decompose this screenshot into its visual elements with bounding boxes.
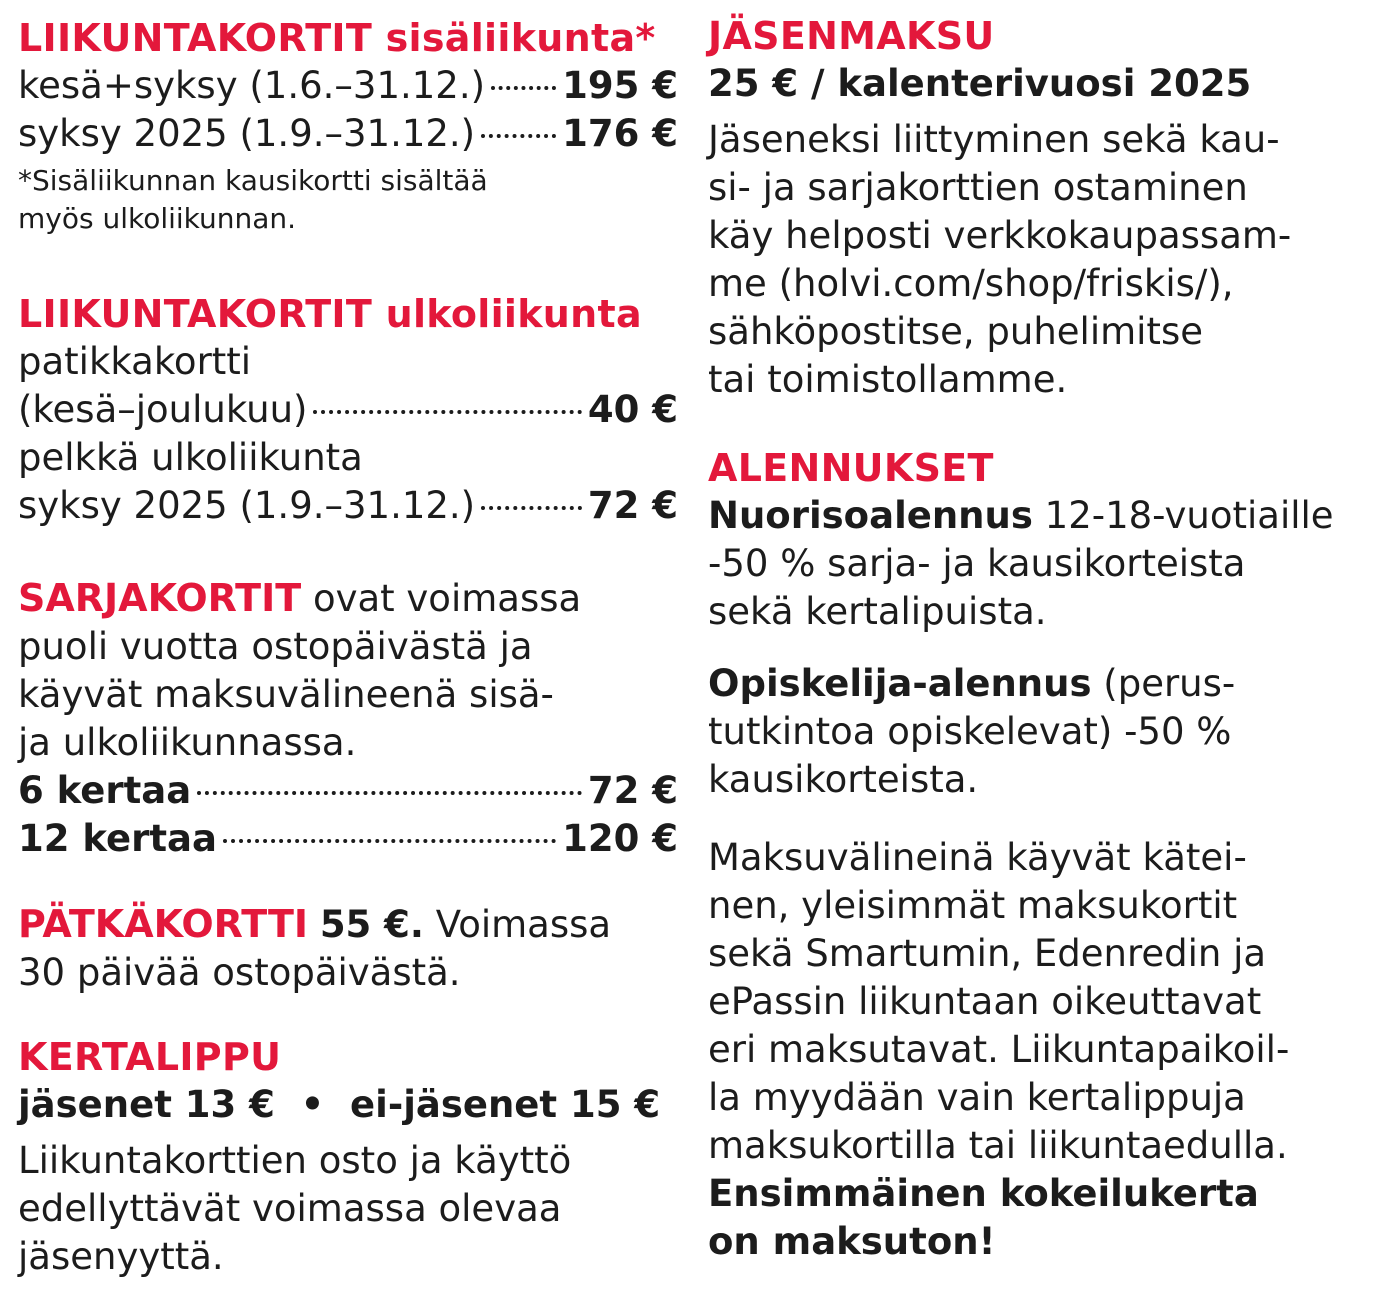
price-row-label: syksy 2025 (1.9.–31.12.) <box>18 484 476 527</box>
membership-line: tai toimistollamme. <box>708 358 1068 401</box>
single-ticket-title: KERTALIPPU <box>18 1035 282 1079</box>
student-discount-text: tutkintoa opiskelevat) -50 % <box>708 710 1232 753</box>
youth-discount-text: 12-18-vuotiaille <box>1032 494 1334 537</box>
series-title: SARJAKORTIT <box>18 576 302 620</box>
price-row-label: syksy 2025 (1.9.–31.12.) <box>18 112 476 155</box>
student-discount-text: kausikorteista. <box>708 758 979 801</box>
series-first-line <box>18 574 678 623</box>
membership-title: JÄSENMAKSU <box>708 14 995 58</box>
price-row-label: (kesä–joulukuu) <box>18 388 308 431</box>
free-trial-line: Ensimmäinen kokeilukerta <box>708 1172 1259 1215</box>
short-card-text: 30 päivää ostopäivästä. <box>18 951 461 994</box>
membership-line: käy helposti verkkokaupassam- <box>708 214 1292 257</box>
outdoor-subtitle: ulkoliikunta <box>385 292 642 336</box>
short-card-first-line <box>18 900 678 949</box>
single-ticket-section <box>18 1033 678 1281</box>
membership-line: sähköpostitse, puhelimitse <box>708 310 1203 353</box>
indoor-title: LIIKUNTAKORTIT <box>18 16 373 60</box>
discounts-section <box>708 444 1398 804</box>
payment-line: la myydään vain kertalippuja <box>708 1076 1246 1119</box>
discounts-title: ALENNUKSET <box>708 446 994 490</box>
student-discount-label: Opiskelija-alennus <box>708 662 1092 705</box>
price-row-label: 12 kertaa <box>18 817 217 860</box>
dot-leader <box>223 839 556 843</box>
price-row <box>18 386 678 434</box>
outdoor-item1-name: patikkakortti <box>18 340 252 383</box>
series-line: käyvät maksuvälineenä sisä- <box>18 673 554 716</box>
dot-leader <box>197 791 582 795</box>
student-discount-line <box>708 660 1398 708</box>
price-row-price: 72 € <box>587 769 678 812</box>
price-row-price: 40 € <box>587 388 678 431</box>
youth-discount-label: Nuorisoalennus <box>708 494 1033 537</box>
payment-line: sekä Smartumin, Edenredin ja <box>708 932 1267 975</box>
price-row-label: 6 kertaa <box>18 769 192 812</box>
payment-line: maksukortilla tai liikuntaedulla. <box>708 1124 1288 1167</box>
dot-leader <box>313 410 581 414</box>
series-section <box>18 574 678 863</box>
payment-line: Maksuvälineinä käyvät kätei- <box>708 836 1247 879</box>
price-row-label: kesä+syksy (1.6.–31.12.) <box>18 64 486 107</box>
series-line: puoli vuotta ostopäivästä ja <box>18 625 533 668</box>
price-row <box>18 815 678 863</box>
membership-line: Jäseneksi liittyminen sekä kau- <box>708 118 1280 161</box>
indoor-heading <box>18 14 678 62</box>
membership-section <box>708 12 1398 404</box>
indoor-note-line2: myös ulkoliikunnan. <box>18 202 297 235</box>
outdoor-item2-name: pelkkä ulkoliikunta <box>18 436 363 479</box>
membership-line: si- ja sarjakorttien ostaminen <box>708 166 1248 209</box>
payment-line: eri maksutavat. Liikuntapaikoil- <box>708 1028 1290 1071</box>
short-card-section <box>18 900 678 997</box>
payment-line: nen, yleisimmät maksukortit <box>708 884 1238 927</box>
indoor-note-line1: *Sisäliikunnan kausikortti sisältää <box>18 164 488 197</box>
membership-line: me (holvi.com/shop/friskis/), <box>708 262 1234 305</box>
dot-leader <box>491 86 556 90</box>
single-ticket-line: jäsenyyttä. <box>18 1235 224 1278</box>
short-card-text: Voimassa <box>435 903 612 946</box>
short-card-title: PÄTKÄKORTTI <box>18 902 309 946</box>
student-discount-text: (perus- <box>1091 662 1236 705</box>
price-row-price: 176 € <box>562 112 678 155</box>
dot-leader <box>481 134 556 138</box>
youth-discount-line <box>708 492 1398 540</box>
indoor-subtitle: sisäliikunta* <box>385 16 656 60</box>
single-ticket-prices: jäsenet 13 € • ei-jäsenet 15 € <box>18 1083 661 1126</box>
membership-text <box>708 116 1398 404</box>
payment-line: ePassin liikuntaan oikeuttavat <box>708 980 1262 1023</box>
series-line: ovat voimassa <box>312 577 582 620</box>
price-row <box>18 767 678 815</box>
price-row <box>18 62 678 110</box>
payment-section <box>708 834 1398 1266</box>
membership-price: 25 € / kalenterivuosi 2025 <box>708 62 1252 105</box>
price-row-price: 120 € <box>562 817 678 860</box>
short-card-price: 55 €. <box>319 903 424 946</box>
outdoor-title: LIIKUNTAKORTIT <box>18 292 373 336</box>
outdoor-section <box>18 290 678 530</box>
price-row <box>18 110 678 158</box>
single-ticket-line: Liikuntakorttien osto ja käyttö <box>18 1139 572 1182</box>
price-row-price: 195 € <box>562 64 678 107</box>
youth-discount-text: sekä kertalipuista. <box>708 590 1047 633</box>
outdoor-heading <box>18 290 678 338</box>
dot-leader <box>481 506 582 510</box>
price-row-price: 72 € <box>587 484 678 527</box>
single-ticket-line: edellyttävät voimassa olevaa <box>18 1187 562 1230</box>
series-line: ja ulkoliikunnassa. <box>18 721 357 764</box>
price-row <box>18 482 678 530</box>
youth-discount-text: -50 % sarja- ja kausikorteista <box>708 542 1246 585</box>
indoor-section <box>18 14 678 238</box>
free-trial-line: on maksuton! <box>708 1220 996 1263</box>
